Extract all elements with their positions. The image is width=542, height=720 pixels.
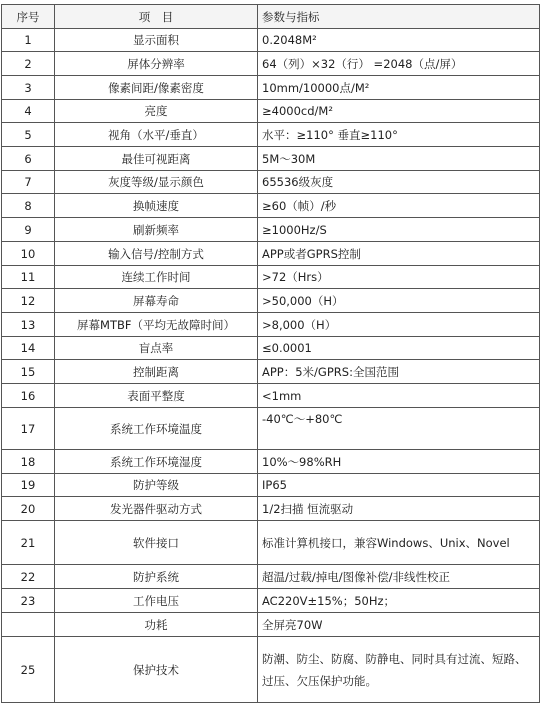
row-number: 10 xyxy=(2,242,55,266)
row-item: 屏体分辨率 xyxy=(55,52,258,76)
row-number xyxy=(2,613,55,637)
table-header-row xyxy=(2,5,540,29)
row-spec: 标准计算机接口，兼容Windows、Unix、Novel xyxy=(258,521,540,565)
row-number: 19 xyxy=(2,474,55,497)
header-item: 项 目 xyxy=(55,5,258,29)
row-spec: 64（列）×32（行） =2048（点/屏） xyxy=(258,52,540,76)
table-row xyxy=(2,497,540,521)
table-row xyxy=(2,313,540,337)
row-number: 17 xyxy=(2,408,55,450)
row-item: 控制距离 xyxy=(55,360,258,384)
row-number: 21 xyxy=(2,521,55,565)
row-spec: AC220V±15%；50Hz； xyxy=(258,589,540,613)
row-number: 23 xyxy=(2,589,55,613)
table-row xyxy=(2,266,540,289)
row-item: 表面平整度 xyxy=(55,384,258,408)
row-item: 连续工作时间 xyxy=(55,266,258,289)
table-row xyxy=(2,521,540,565)
row-spec: 0.2048M² xyxy=(258,29,540,52)
row-item: 软件接口 xyxy=(55,521,258,565)
row-number: 13 xyxy=(2,313,55,337)
table-row xyxy=(2,52,540,76)
row-item: 输入信号/控制方式 xyxy=(55,242,258,266)
table-row xyxy=(2,637,540,703)
row-item: 防护等级 xyxy=(55,474,258,497)
row-spec: ≥1000Hz/S xyxy=(258,218,540,242)
row-item: 保护技术 xyxy=(55,637,258,703)
table-row xyxy=(2,450,540,474)
row-spec: 1/2扫描 恒流驱动 xyxy=(258,497,540,521)
table-row xyxy=(2,565,540,589)
row-item: 屏幕寿命 xyxy=(55,289,258,313)
table-row xyxy=(2,147,540,171)
spec-table xyxy=(1,4,540,703)
row-spec: ≤0.0001 xyxy=(258,337,540,360)
header-no: 序号 xyxy=(2,5,55,29)
row-spec: 65536级灰度 xyxy=(258,171,540,194)
row-spec: >8,000（H） xyxy=(258,313,540,337)
row-number: 2 xyxy=(2,52,55,76)
row-item: 防护系统 xyxy=(55,565,258,589)
row-spec: IP65 xyxy=(258,474,540,497)
row-spec: 10%～98%RH xyxy=(258,450,540,474)
row-spec: 超温/过载/掉电/图像补偿/非线性校正 xyxy=(258,565,540,589)
row-spec: 5M～30M xyxy=(258,147,540,171)
row-number: 22 xyxy=(2,565,55,589)
table-row xyxy=(2,100,540,123)
row-item: 工作电压 xyxy=(55,589,258,613)
table-row xyxy=(2,29,540,52)
row-item: 盲点率 xyxy=(55,337,258,360)
row-item: 功耗 xyxy=(55,613,258,637)
row-number: 16 xyxy=(2,384,55,408)
row-number: 11 xyxy=(2,266,55,289)
table-row xyxy=(2,171,540,194)
table-row xyxy=(2,474,540,497)
row-spec: -40℃～+80℃ xyxy=(258,408,540,450)
row-item: 发光器件驱动方式 xyxy=(55,497,258,521)
row-spec: APP或者GPRS控制 xyxy=(258,242,540,266)
row-number: 5 xyxy=(2,123,55,147)
row-number: 7 xyxy=(2,171,55,194)
row-spec: 全屏亮70W xyxy=(258,613,540,637)
row-number: 4 xyxy=(2,100,55,123)
row-number: 12 xyxy=(2,289,55,313)
table-row xyxy=(2,123,540,147)
row-spec: ≥60（帧）/秒 xyxy=(258,194,540,218)
row-item: 系统工作环境湿度 xyxy=(55,450,258,474)
row-item: 系统工作环境温度 xyxy=(55,408,258,450)
table-row xyxy=(2,589,540,613)
header-spec: 参数与指标 xyxy=(258,5,540,29)
table-row xyxy=(2,194,540,218)
row-spec: >50,000（H） xyxy=(258,289,540,313)
table-row xyxy=(2,242,540,266)
row-item: 最佳可视距离 xyxy=(55,147,258,171)
table-row xyxy=(2,337,540,360)
row-number: 20 xyxy=(2,497,55,521)
table-row xyxy=(2,360,540,384)
row-item: 屏幕MTBF（平均无故障时间） xyxy=(55,313,258,337)
row-spec: 水平：≥110° 垂直≥110° xyxy=(258,123,540,147)
row-number: 25 xyxy=(2,637,55,703)
table-row xyxy=(2,408,540,450)
row-item: 亮度 xyxy=(55,100,258,123)
table-row xyxy=(2,289,540,313)
row-number: 6 xyxy=(2,147,55,171)
row-item: 像素间距/像素密度 xyxy=(55,76,258,100)
row-spec: <1mm xyxy=(258,384,540,408)
row-item: 视角（水平/垂直） xyxy=(55,123,258,147)
row-number: 15 xyxy=(2,360,55,384)
table-row xyxy=(2,384,540,408)
row-spec: 10mm/10000点/M² xyxy=(258,76,540,100)
table-row xyxy=(2,218,540,242)
row-number: 1 xyxy=(2,29,55,52)
row-number: 14 xyxy=(2,337,55,360)
row-number: 9 xyxy=(2,218,55,242)
table-row xyxy=(2,76,540,100)
row-number: 8 xyxy=(2,194,55,218)
row-spec: 防潮、防尘、防腐、防静电、同时具有过流、短路、过压、欠压保护功能。 xyxy=(258,637,540,703)
row-item: 灰度等级/显示颜色 xyxy=(55,171,258,194)
row-item: 刷新频率 xyxy=(55,218,258,242)
row-spec: APP：5米/GPRS:全国范围 xyxy=(258,360,540,384)
row-item: 显示面积 xyxy=(55,29,258,52)
row-item: 换帧速度 xyxy=(55,194,258,218)
row-number: 18 xyxy=(2,450,55,474)
table-row xyxy=(2,613,540,637)
row-number: 3 xyxy=(2,76,55,100)
row-spec: >72（Hrs） xyxy=(258,266,540,289)
row-spec: ≥4000cd/M² xyxy=(258,100,540,123)
